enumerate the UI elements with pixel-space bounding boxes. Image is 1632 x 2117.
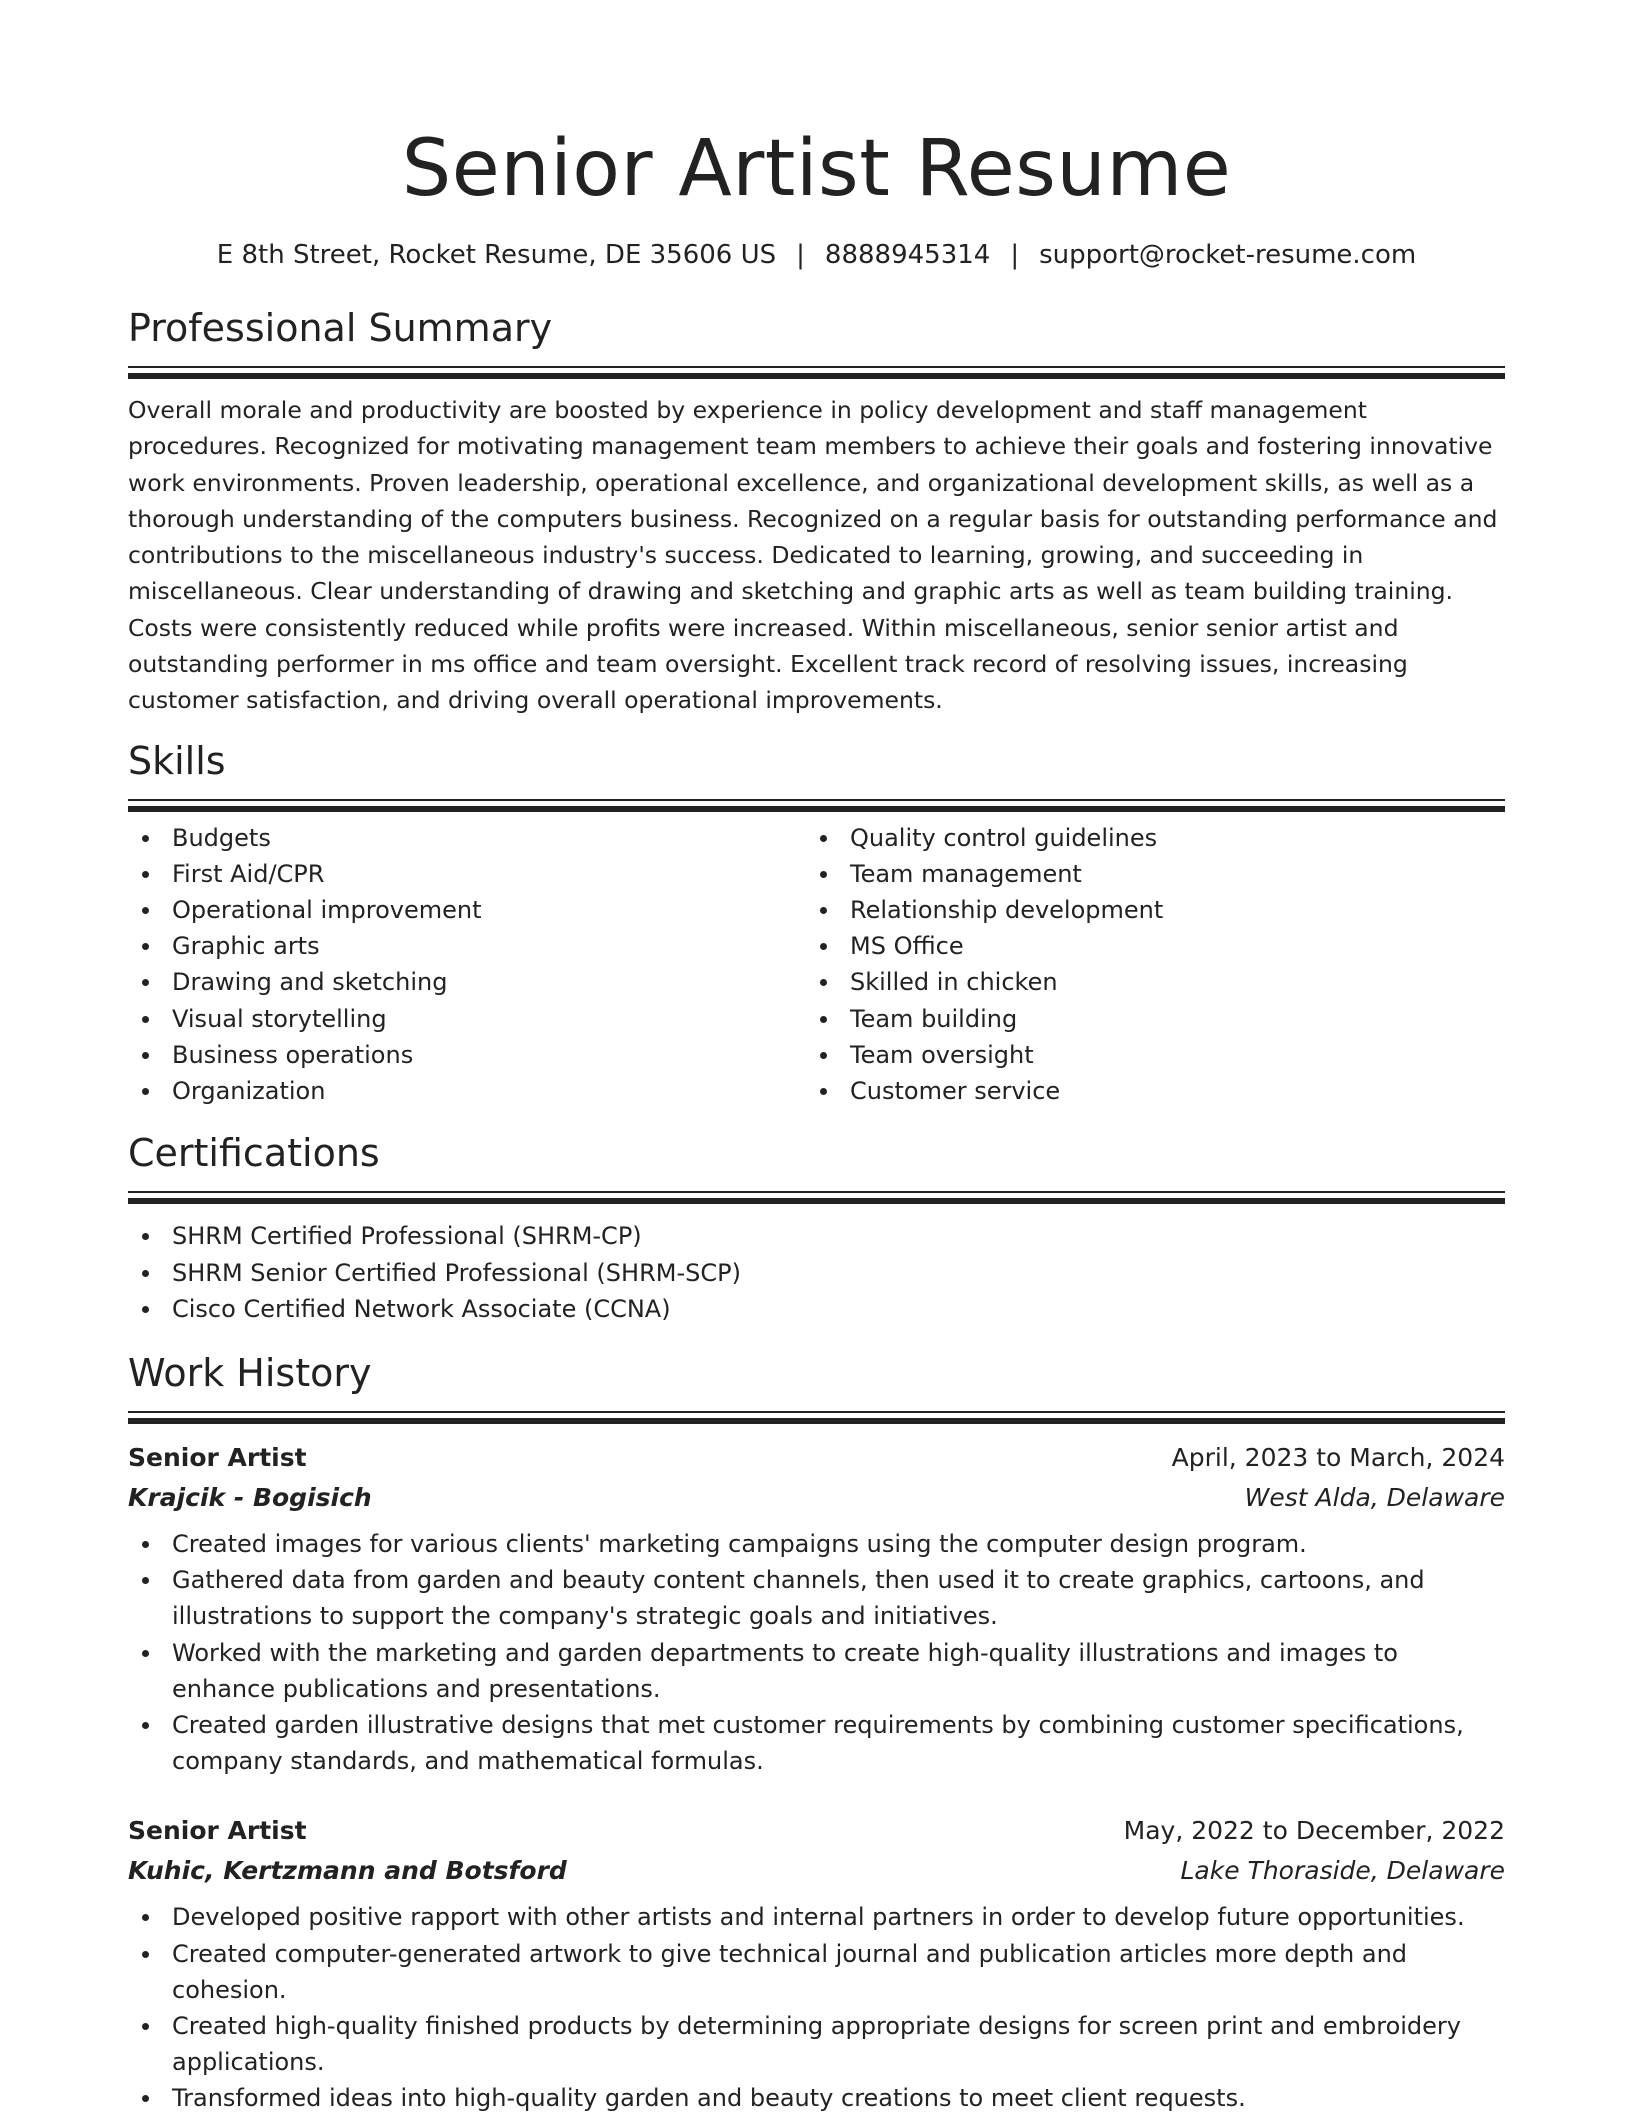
skills-grid <box>128 820 1505 1110</box>
job-subheader <box>128 1478 1505 1518</box>
job-bullet: Created images for various clients' marketing campaigns using the computer design program. <box>128 1526 1505 1562</box>
skill-item: Team building <box>806 1001 1484 1037</box>
job-bullets <box>128 1899 1505 2116</box>
skill-item: Drawing and sketching <box>128 964 806 1000</box>
job-bullet: Developed positive rapport with other artists and internal partners in order to develop future opportunities. <box>128 1899 1505 1935</box>
skill-item: Team oversight <box>806 1037 1484 1073</box>
skill-item: Visual storytelling <box>128 1001 806 1037</box>
job-bullet: Transformed ideas into high-quality garden and beauty creations to meet client requests. <box>128 2080 1505 2116</box>
section-divider <box>128 1198 1505 1204</box>
certifications-section <box>128 1129 1505 1327</box>
job-dates: April, 2023 to March, 2024 <box>1171 1442 1505 1472</box>
contact-separator: | <box>796 240 805 270</box>
section-divider <box>128 1191 1505 1193</box>
job-header <box>128 1811 1505 1851</box>
summary-section <box>128 304 1505 719</box>
job-title: Senior Artist <box>128 1442 307 1472</box>
certification-item: SHRM Certified Professional (SHRM-CP) <box>128 1218 1505 1254</box>
work-history-section <box>128 1349 1505 2117</box>
resume-content <box>128 0 1505 2117</box>
skill-item: Budgets <box>128 820 806 856</box>
job-entry <box>128 1811 1505 2116</box>
skill-item: MS Office <box>806 928 1484 964</box>
section-divider <box>128 1418 1505 1424</box>
skills-list-left <box>128 820 806 1110</box>
job-dates: May, 2022 to December, 2022 <box>1123 1816 1505 1846</box>
job-subheader <box>128 1851 1505 1891</box>
job-bullets <box>128 1526 1505 1779</box>
section-divider <box>128 1411 1505 1413</box>
section-divider <box>128 366 1505 368</box>
job-bullet: Created computer-generated artwork to give technical journal and publication articles more depth and cohesion. <box>128 1936 1505 2008</box>
job-bullet: Gathered data from garden and beauty content channels, then used it to create graphics, cartoons, and illustrations to support the company's strategic goals and initiatives. <box>128 1562 1505 1634</box>
skill-item: Team management <box>806 856 1484 892</box>
section-heading: Professional Summary <box>128 306 553 350</box>
skill-item: Quality control guidelines <box>806 820 1484 856</box>
section-heading: Skills <box>128 738 226 783</box>
job-bullet: Created high-quality finished products by determining appropriate designs for screen print and embroidery applications. <box>128 2008 1505 2080</box>
section-divider <box>128 806 1505 812</box>
certification-item: Cisco Certified Network Associate (CCNA) <box>128 1291 1505 1327</box>
contact-address: E 8th Street, Rocket Resume, DE 35606 US <box>216 240 777 270</box>
skills-list-right <box>806 820 1484 1110</box>
section-heading: Certifications <box>128 1131 380 1176</box>
job-company: Kuhic, Kertzmann and Botsford <box>128 1856 567 1886</box>
job-company: Krajcik - Bogisich <box>128 1482 372 1512</box>
job-location: Lake Thoraside, Delaware <box>1180 1856 1505 1886</box>
job-bullet: Worked with the marketing and garden departments to create high-quality illustrations and images to enhance publications and presentations. <box>128 1635 1505 1707</box>
contact-separator: | <box>1010 240 1020 270</box>
skill-item: Operational improvement <box>128 892 806 928</box>
job-header <box>128 1438 1505 1478</box>
section-divider <box>128 799 1505 801</box>
job-location: West Alda, Delaware <box>1244 1482 1505 1512</box>
summary-text: Overall morale and productivity are boosted by experience in policy development and staff management procedures. Recognized for motivating management team members to achieve their goals and fostering innovative work environments. Proven leadership, operational excellence, and organizational development skills, as well as a thorough understanding of the computers business. Recognized on a regular basis for outstanding performance and contributions to the miscellaneous industry's success. Dedicated to learning, growing, and succeeding in miscellaneous. Clear understanding of drawing and sketching and graphic arts as well as team building training. Costs were consistently reduced while profits were increased. Within miscellaneous, senior senior artist and outstanding performer in ms office and team oversight. Excellent track record of resolving issues, increasing customer satisfaction, and driving overall operational improvements. <box>128 396 1498 715</box>
certifications-list <box>128 1218 1505 1327</box>
contact-email[interactable]: support@rocket-resume.com <box>1039 240 1417 270</box>
skill-item: Skilled in chicken <box>806 964 1484 1000</box>
skill-item: Customer service <box>806 1073 1484 1109</box>
section-heading: Work History <box>128 1350 372 1395</box>
job-bullet: Created garden illustrative designs that met customer requirements by combining customer specifications, company standards, and mathematical formulas. <box>128 1707 1505 1779</box>
job-entry <box>128 1438 1505 1779</box>
resume-title: Senior Artist Resume <box>401 124 1232 214</box>
section-divider <box>128 373 1505 379</box>
skills-section <box>128 737 1505 1110</box>
skill-item: First Aid/CPR <box>128 856 806 892</box>
skill-item: Relationship development <box>806 892 1484 928</box>
job-title: Senior Artist <box>128 1816 307 1846</box>
contact-phone[interactable]: 8888945314 <box>824 240 991 270</box>
contact-line <box>128 238 1505 272</box>
certification-item: SHRM Senior Certified Professional (SHRM-SCP) <box>128 1255 1505 1291</box>
skill-item: Organization <box>128 1073 806 1109</box>
skill-item: Business operations <box>128 1037 806 1073</box>
skill-item: Graphic arts <box>128 928 806 964</box>
